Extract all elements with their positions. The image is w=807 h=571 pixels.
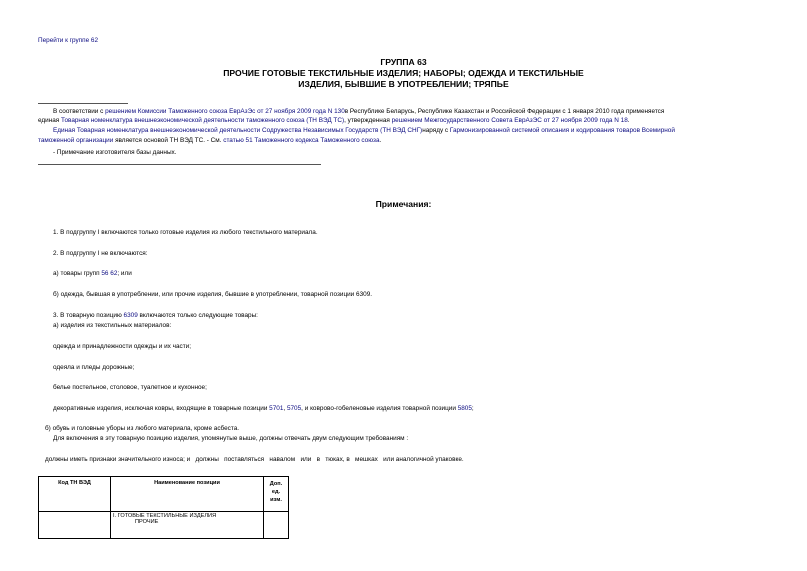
intro-text: является основой ТН ВЭД ТС. - См. bbox=[113, 137, 224, 144]
group-subtitle-line-1: ПРОЧИЕ ГОТОВЫЕ ТЕКСТИЛЬНЫЕ ИЗДЕЛИЯ; НАБОРЫ; ОДЕЖДА И ТЕКСТИЛЬНЫЕ bbox=[223, 68, 584, 78]
column-header-code: Код ТН ВЭД bbox=[39, 477, 111, 512]
note-3a-item-3: белье постельное, столовое, туалетное и кухонное; bbox=[53, 384, 207, 391]
intro-paragraph-4 bbox=[38, 137, 381, 144]
group-title: ГРУППА 63 bbox=[380, 57, 427, 67]
note-2b: б) одежда, бывшая в употреблении, или прочие изделия, бывшие в употреблении, товарной позиции 6309. bbox=[53, 291, 373, 298]
row-name-line-1: I. ГОТОВЫЕ ТЕКСТИЛЬНЫЕ ИЗДЕЛИЯ bbox=[113, 513, 217, 519]
table-cell-name bbox=[111, 512, 264, 539]
note-2: 2. В подгруппу I не включаются: bbox=[53, 250, 148, 257]
table-cell-unit bbox=[264, 512, 289, 539]
note-3b: б) обувь и головные уборы из любого материала, кроме асбеста. bbox=[45, 425, 240, 432]
intro-paragraph-1 bbox=[53, 108, 664, 115]
heading-5705-link[interactable]: 5705 bbox=[286, 405, 302, 412]
notes-heading: Примечания: bbox=[375, 199, 432, 209]
note-text: а) товары групп bbox=[53, 270, 102, 277]
heading-5805-link[interactable]: 5805 bbox=[457, 405, 472, 412]
note-3a-item-4 bbox=[53, 405, 474, 412]
interstate-council-decision-link[interactable]: решением Межгосударственного Совета ЕврАзЭС от 27 ноября 2009 года N 18 bbox=[391, 117, 628, 124]
note-3a: а) изделия из текстильных материалов: bbox=[53, 322, 172, 329]
intro-paragraph-2 bbox=[38, 117, 630, 124]
note-text: ; или bbox=[117, 270, 132, 277]
intro-paragraph-3 bbox=[53, 127, 675, 134]
goto-group-62-link[interactable]: Перейти к группе 62 bbox=[38, 37, 99, 44]
tn-ved-ts-link[interactable]: Товарная номенклатура внешнеэкономической деятельности таможенного союза (ТН ВЭД ТС) bbox=[61, 117, 345, 124]
note-text: включаются только следующие товары: bbox=[137, 312, 258, 319]
customs-organization-link[interactable]: таможенной организации bbox=[38, 137, 114, 144]
table-row bbox=[39, 512, 289, 539]
note-3c: Для включения в эту товарную позицию изделия, упомянутые выше, должны отвечать двум следующим требованиям : bbox=[53, 435, 409, 442]
commission-decision-link[interactable]: решением Комиссии Таможенного союза ЕврАзЭс от 27 ноября 2009 года N 130 bbox=[105, 108, 345, 115]
groups-56-62-link[interactable]: 56 62 bbox=[101, 270, 118, 277]
table-cell-code bbox=[39, 512, 111, 539]
customs-code-article-51-link[interactable]: статью 51 Таможенного кодекса Таможенного союза bbox=[223, 137, 380, 144]
note-3a-item-2: одеяла и пледы дорожные; bbox=[53, 364, 135, 371]
note-3 bbox=[53, 312, 258, 319]
tn-ved-sng-link[interactable]: Единая Товарная номенклатура внешнеэкономической деятельности Содружества Независимых Государств (ТН ВЭД СНГ) bbox=[53, 127, 423, 134]
table-header-row bbox=[39, 477, 289, 512]
column-header-name: Наименование позиции bbox=[111, 477, 264, 512]
note-2a bbox=[53, 270, 132, 277]
note-text: , и ковровo-гобеленовые изделия товарной позиции bbox=[301, 405, 458, 412]
heading-6309-link[interactable]: 6309 bbox=[123, 312, 138, 319]
note-text: декоративные изделия, исключая ковры, входящие в товарные позиции bbox=[53, 405, 270, 412]
note-text: , bbox=[283, 405, 287, 412]
intro-text: В соответствии с bbox=[53, 108, 106, 115]
column-header-unit: Доп. ед. изм. bbox=[264, 477, 289, 512]
note-text: 3. В товарную позицию bbox=[53, 312, 124, 319]
note-3d: должны иметь признаки значительного износа; и должны поставляться навалом или в тюках, в мешках или аналогичной упаковке. bbox=[45, 456, 464, 463]
row-name-line-2: ПРОЧИЕ bbox=[135, 519, 159, 525]
heading-5701-link[interactable]: 5701 bbox=[269, 405, 284, 412]
intro-text: в Республике Беларусь, Республике Казахстан и Российской Федерации с 1 января 2010 года применяется bbox=[344, 108, 665, 115]
note-1: 1. В подгруппу I включаются только готовые изделия из любого текстильного материала. bbox=[53, 229, 318, 236]
intro-text: наряду с bbox=[422, 127, 450, 134]
intro-divider-bottom bbox=[38, 164, 321, 165]
group-subtitle-line-2: ИЗДЕЛИЯ, БЫВШИЕ В УПОТРЕБЛЕНИИ; ТРЯПЬЕ bbox=[298, 79, 509, 89]
intro-text: единая bbox=[38, 117, 62, 124]
intro-divider-top bbox=[38, 103, 128, 104]
intro-text: . bbox=[627, 117, 630, 124]
database-note: - Примечание изготовителя базы данных. bbox=[53, 149, 177, 156]
note-3a-item-1: одежда и принадлежности одежды и их части; bbox=[53, 343, 191, 350]
intro-text: . bbox=[379, 137, 382, 144]
codes-table bbox=[38, 476, 289, 539]
harmonized-system-link[interactable]: Гармонизированной системой описания и кодирования товаров Всемирной bbox=[449, 127, 675, 134]
note-text: ; bbox=[471, 405, 474, 412]
intro-text: , утвержденная bbox=[344, 117, 392, 124]
